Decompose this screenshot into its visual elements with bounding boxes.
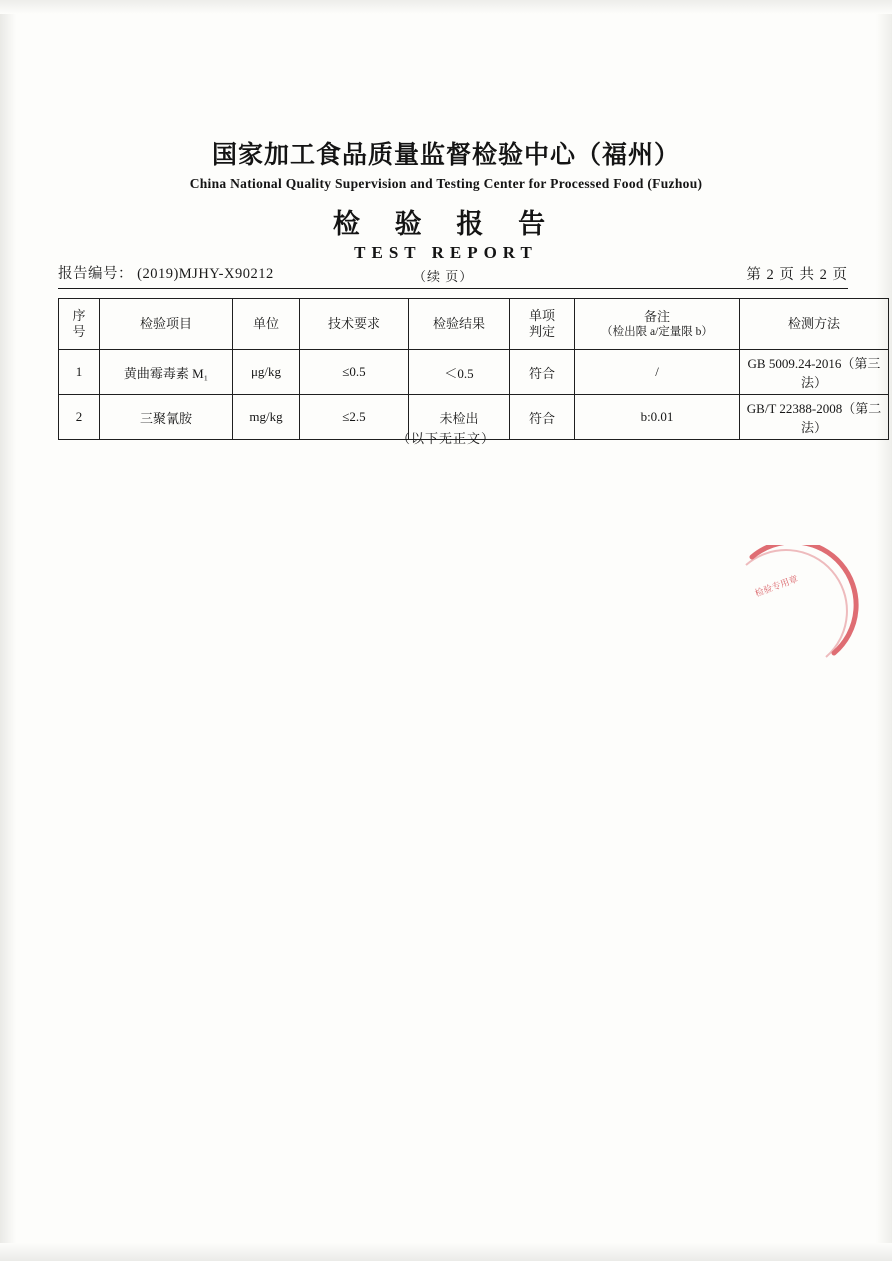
cell-method: GB/T 22388-2008（第二法） <box>740 395 889 440</box>
report-number-label: 报告编号： <box>58 266 133 282</box>
column-header-judgement-line1: 单项 <box>528 307 555 323</box>
cell-result: 未检出 <box>409 395 510 440</box>
cell-unit: mg/kg <box>233 395 300 440</box>
report-meta-row <box>58 262 848 284</box>
cell-requirement: ≤2.5 <box>300 395 409 440</box>
cell-judgement: 符合 <box>510 395 575 440</box>
cell-method: GB 5009.24-2016（第三法） <box>740 350 889 395</box>
document-title-cn: 检 验 报 告 <box>332 208 560 239</box>
column-header-item: 检验项目 <box>100 299 233 350</box>
cell-judgement: 符合 <box>510 350 575 395</box>
cell-item: 三聚氰胺 <box>100 395 233 440</box>
table-row <box>59 350 889 395</box>
table-header <box>59 299 889 350</box>
column-header-remark-line2: （检出限 a/定量限 b） <box>601 325 713 338</box>
page-indicator: 第 2 页 共 2 页 <box>746 267 848 283</box>
cell-sequence: 1 <box>59 350 100 395</box>
cell-remark: / <box>575 350 740 395</box>
cell-result: ＜0.5 <box>409 350 510 395</box>
column-header-remark <box>575 299 740 350</box>
organization-name-en: China National Quality Supervision and Testing Center for Processed Food (Fuzhou) <box>189 175 703 191</box>
inspection-seal <box>730 545 860 675</box>
continued-mark: （续 页） <box>413 269 474 284</box>
column-header-result: 检验结果 <box>409 299 510 350</box>
scan-edge-top <box>0 0 892 14</box>
report-number <box>58 262 274 283</box>
cell-remark: b:0.01 <box>575 395 740 440</box>
seal-text: 检验专用章 <box>753 573 800 599</box>
cell-requirement: ≤0.5 <box>300 350 409 395</box>
column-header-sequence <box>59 299 100 350</box>
column-header-method: 检测方法 <box>740 299 889 350</box>
document-title-en: TEST REPORT <box>354 242 538 262</box>
scan-edge-bottom <box>0 1243 892 1261</box>
column-header-remark-line1: 备注 <box>643 308 670 324</box>
header-divider <box>58 288 848 289</box>
table-header-row <box>59 299 889 350</box>
column-header-sequence-line1: 序 <box>72 307 86 323</box>
column-header-judgement-line2: 判定 <box>528 324 555 339</box>
table-body <box>59 350 889 440</box>
cell-item: 黄曲霉毒素 M₁ <box>100 350 233 395</box>
column-header-unit: 单位 <box>233 299 300 350</box>
column-header-sequence-line2: 号 <box>72 324 86 339</box>
column-header-judgement <box>510 299 575 350</box>
column-header-requirement: 技术要求 <box>300 299 409 350</box>
document-header <box>0 142 892 263</box>
cell-sequence: 2 <box>59 395 100 440</box>
test-results-table <box>58 298 889 440</box>
end-of-text-note: （以下无正文） <box>396 431 495 446</box>
cell-unit: μg/kg <box>233 350 300 395</box>
organization-name-cn: 国家加工食品质量监督检验中心（福州） <box>211 142 680 169</box>
report-number-value: (2019)MJHY-X90212 <box>137 266 274 282</box>
